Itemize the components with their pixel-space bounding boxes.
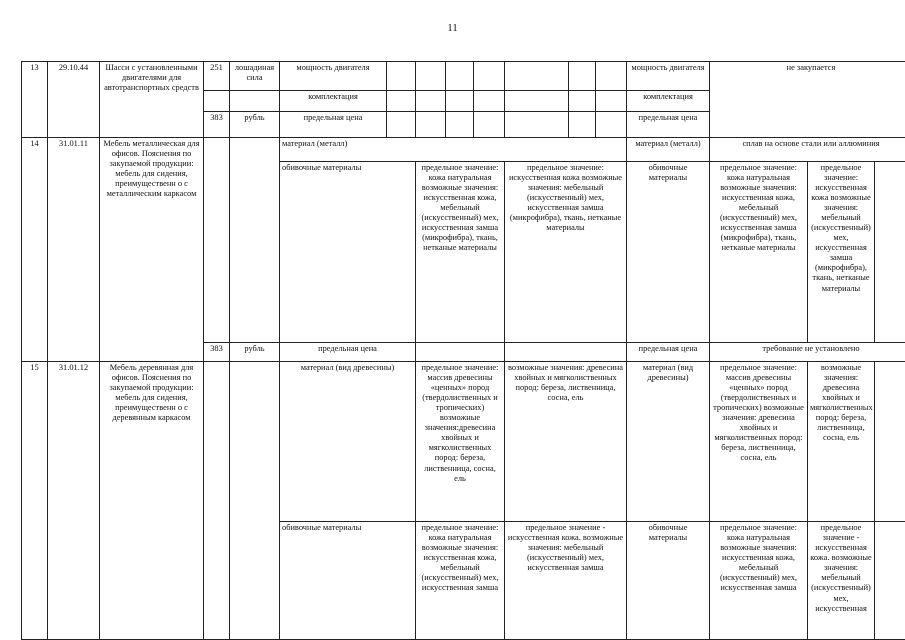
- row-number: 13: [22, 62, 48, 138]
- empty-cell: [230, 361, 280, 521]
- table-row: [22, 62, 905, 91]
- value: предельное значение - искусственная кожа. возможные значения: мебельный (искусственный) мех, искусственная замша: [505, 521, 627, 639]
- empty-cell: [204, 361, 230, 521]
- empty-cell: [387, 62, 416, 91]
- empty-cell: [875, 521, 905, 639]
- empty-cell: [446, 62, 474, 91]
- org-value: требование не установлено: [710, 343, 905, 361]
- requirements-table: [21, 61, 905, 640]
- characteristic: обивочные материалы: [280, 161, 416, 343]
- empty-cell: [230, 161, 280, 343]
- product-name: Мебель деревянная для офисов. Пояснения по закупаемой продукции: мебель для сидения, преимущественн о с деревянным каркасом: [100, 361, 204, 639]
- org-characteristic: материал (металл): [627, 137, 710, 161]
- empty-cell: [875, 161, 905, 343]
- characteristic: материал (металл): [280, 137, 627, 161]
- row-number: 15: [22, 361, 48, 639]
- empty-cell: [596, 62, 627, 91]
- empty-cell: [875, 361, 905, 521]
- value: возможные значения: древесина хвойных и мягколиственных пород: береза, лиственница, сосна, ель: [505, 361, 627, 521]
- empty-cell: [569, 111, 596, 137]
- empty-cell: [230, 521, 280, 639]
- characteristic: мощность двигателя: [280, 62, 387, 91]
- org-characteristic: предельная цена: [627, 111, 710, 137]
- empty-cell: [387, 91, 416, 112]
- unit-name: рубль: [230, 343, 280, 361]
- empty-cell: [474, 111, 505, 137]
- empty-cell: [596, 111, 627, 137]
- empty-cell: [416, 62, 446, 91]
- page-number: 11: [447, 22, 458, 34]
- org-characteristic: предельная цена: [627, 343, 710, 361]
- empty-cell: [505, 111, 569, 137]
- empty-cell: [446, 111, 474, 137]
- empty-cell: [204, 161, 230, 343]
- value: предельное значение: кожа натуральная возможные значения: искусственная кожа, мебельный (искусственный) мех, искусственная замша (микрофибра), ткань, нетканые материалы: [416, 161, 505, 343]
- characteristic: предельная цена: [280, 111, 387, 137]
- unit-code: 383: [204, 343, 230, 361]
- empty-cell: [387, 111, 416, 137]
- org-value: предельное значение - искусственная кожа. возможные значения: мебельный (искусственный) мех, искусственная: [808, 521, 875, 639]
- product-name: Мебель металлическая для офисов. Пояснения по закупаемой продукции: мебель для сидения, преимущественн о с металлическим каркасом: [100, 137, 204, 361]
- unit-name: рубль: [230, 111, 280, 137]
- empty-cell: [416, 91, 446, 112]
- empty-cell: [505, 343, 627, 361]
- table-row: [22, 137, 905, 161]
- org-value: предельное значение: массив древесины «ценных» пород (твердолиственных и тропических) возможные значения: древесина хвойных и мягколиственных пород: береза, лиственница, сосна, ель: [710, 361, 808, 521]
- okpd-code: 31.01.12: [48, 361, 100, 639]
- characteristic: предельная цена: [280, 343, 416, 361]
- empty-cell: [230, 137, 280, 161]
- empty-cell: [446, 91, 474, 112]
- org-value: предельное значение: кожа натуральная возможные значения: искусственная кожа, мебельный (искусственный) мех, искусственная замша (микрофибра), ткань, нетканые материалы: [710, 161, 808, 343]
- row-number: 14: [22, 137, 48, 361]
- empty-cell: [474, 91, 505, 112]
- org-value: сплав на основе стали или аллюминия: [710, 137, 905, 161]
- characteristic: обивочные материалы: [280, 521, 416, 639]
- value: предельное значение: искусственная кожа возможные значения: мебельный (искусственный) мех, искусственная замша (микрофибра), ткань, нетканые материалы: [505, 161, 627, 343]
- empty-cell: [204, 91, 230, 112]
- empty-cell: [505, 91, 569, 112]
- product-name: Шасси с установленными двигателями для автотранспортных средств: [100, 62, 204, 138]
- characteristic: комплектация: [280, 91, 387, 112]
- org-characteristic: мощность двигателя: [627, 62, 710, 91]
- empty-cell: [204, 521, 230, 639]
- okpd-code: 29.10.44: [48, 62, 100, 138]
- org-value: предельное значение: кожа натуральная возможные значения: искусственная кожа, мебельный (искусственный) мех, искусственная замша: [710, 521, 808, 639]
- okpd-code: 31.01.11: [48, 137, 100, 361]
- empty-cell: [505, 62, 569, 91]
- unit-name: лошадиная сила: [230, 62, 280, 91]
- empty-cell: [416, 111, 446, 137]
- org-characteristic: материал (вид древесины): [627, 361, 710, 521]
- org-value: возможные значения: древесина хвойных и мягколиственных пород: береза, лиственница, сосна, ель: [808, 361, 875, 521]
- table-row: [22, 361, 905, 521]
- empty-cell: [596, 91, 627, 112]
- characteristic: материал (вид древесины): [280, 361, 416, 521]
- unit-code: 251: [204, 62, 230, 91]
- unit-code: 383: [204, 111, 230, 137]
- empty-cell: [230, 91, 280, 112]
- empty-cell: [569, 91, 596, 112]
- empty-cell: [474, 62, 505, 91]
- empty-cell: [416, 343, 505, 361]
- org-value: предельное значение: искусственная кожа возможные значения: мебельный (искусственный) мех, искусственная замша (микрофибра), ткань, нетканые материалы: [808, 161, 875, 343]
- empty-cell: [204, 137, 230, 161]
- org-characteristic: обивочные материалы: [627, 161, 710, 343]
- value: предельное значение: массив древесины «ценных» пород (твердолиственных и тропических) возможные значения:древесина хвойных и мягколиственных пород: береза, лиственница, сосна, ель: [416, 361, 505, 521]
- org-characteristic: комплектация: [627, 91, 710, 112]
- value: предельное значение: кожа натуральная возможные значения: искусственная кожа, мебельный (искусственный) мех, искусственная замша: [416, 521, 505, 639]
- org-value: не закупается: [710, 62, 905, 138]
- empty-cell: [569, 62, 596, 91]
- org-characteristic: обивочные материалы: [627, 521, 710, 639]
